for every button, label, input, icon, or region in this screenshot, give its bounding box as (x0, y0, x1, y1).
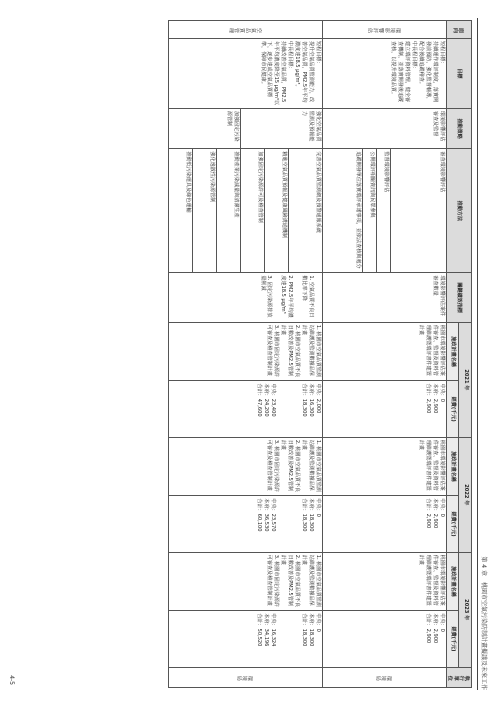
fund-city: 本府：34,196 (263, 613, 270, 647)
fund-cell (168, 381, 322, 437)
col-2023-header: 2023 年 (459, 552, 472, 667)
plan-2021-header: 施政計畫名稱 (446, 322, 459, 381)
chapter-title: 第 4 章 桃園市空氣污染防制計畫擬議及未來工作 (480, 556, 487, 690)
fund-total: 合計：47,600 (256, 383, 263, 417)
fund-cell (322, 496, 446, 552)
header-rule (477, 18, 478, 690)
fund-total: 合計：50,520 (256, 613, 263, 647)
fund-central: 中央：0 (438, 383, 445, 402)
plan-cell: 1. 桃園市空氣品質監測站維護及監測數據品保計畫 2. 桃園市空氣品質不良日數改善及PM2.5管制計畫 3. 桃園市固定污染源許可審查及稽查管制計畫 (168, 552, 322, 611)
method-cell: 完善空氣品質監測網及預警通報系統 (288, 149, 322, 273)
fund-central: 中央：23,400 (269, 383, 276, 417)
strategy-cell: 環境影響評估審查及監督 (322, 108, 446, 149)
responsible-cell: 環境局 (322, 667, 446, 687)
strategy-cell: 加強固定污染源管制 (168, 108, 240, 149)
method-cell: 推動產業污染減量與清潔生產 (216, 149, 240, 273)
goal-cell: 短程目標： 提升空氣品質監測能力，改善空氣品質，PM2.5年平均濃度達18.5 μg/m³。 中長程目標： 持續改善空氣品質，PM2.5年平均濃度降至15 μg/m³以下，逐步達成空氣品質標準，保障市民健康。 (168, 39, 322, 109)
fund-city: 本府：24,200 (263, 383, 270, 417)
header-row-1 (459, 21, 472, 688)
strategy-cell: 強化空氣品質監測及預報能力 (240, 108, 322, 149)
method-cell: 精進空氣品質預報及健康風險溝通機制 (264, 149, 288, 273)
plan-2022-header: 施政計畫名稱 (446, 437, 459, 496)
aspect-cell: 環境影響評估 (322, 21, 446, 39)
fund-2023-header: 經費(千元) (446, 611, 459, 667)
fund-total: 合計：2,900 (424, 498, 431, 529)
fund-central: 中央：0 (438, 613, 445, 632)
method-cell: 公開環評相關資訊與民眾參與 (362, 149, 376, 273)
col-goal-header: 目標 (446, 39, 471, 109)
method-cell: 推動低污染運具及綠色運輸 (168, 149, 192, 273)
plan-cell: 1. 桃園市空氣品質監測站維護及監測數據品保計畫 2. 桃園市空氣品質不良日數改善及PM2.5管制計畫 3. 桃園市固定污染源許可審查及稽查管制計畫 (168, 437, 322, 496)
plan-table (168, 20, 472, 688)
plan-cell: 桃園市環境影響評估案件審查、監督及資料管理維護暨環評書件建置計畫 (322, 437, 446, 496)
fund-city: 本府：36,530 (263, 498, 270, 532)
fund-cell (322, 611, 446, 667)
fund-central: 中央：0 (314, 498, 321, 517)
col-strategy-header: 推動策略 (446, 108, 471, 149)
fund-city: 本府：16,300 (307, 383, 314, 417)
col-method-header: 推動方法 (446, 149, 471, 273)
fund-total: 合計：60,100 (256, 498, 263, 532)
aspect-cell: 空氣品質管理 (168, 21, 322, 39)
method-cell: 追蹤開發單位落實環評承諾事項，並依法查核與處分 (322, 149, 362, 273)
fund-total: 合計：2,900 (424, 613, 431, 644)
fund-2022-header: 經費(千元) (446, 496, 459, 552)
col-2021-header: 2021 年 (459, 322, 472, 437)
fund-central: 中央：0 (314, 613, 321, 632)
fund-central: 中央：23,570 (269, 498, 276, 532)
method-cell: 強化逸散性污染源管制 (192, 149, 216, 273)
fund-city: 本府：2,900 (431, 613, 438, 644)
fund-total: 合計：18,300 (300, 383, 307, 417)
kpi-cell (168, 273, 322, 323)
fund-central: 中央：16,324 (269, 613, 276, 647)
page-number: 4-5 (8, 675, 15, 685)
col-aspect-header: 面向 (446, 21, 471, 39)
table-row (390, 21, 446, 688)
col-kpi-header: 關鍵績效指標 (446, 273, 471, 323)
method-cell: 審查環境影響評估 (390, 149, 446, 273)
fund-city: 本府：2,900 (431, 383, 438, 414)
fund-cell (168, 496, 322, 552)
fund-2021-header: 經費(千元) (446, 381, 459, 437)
fund-city: 本府：18,300 (307, 613, 314, 647)
kpi-item: 3. 固定污染源排放量削減 (259, 275, 273, 318)
kpi-cell: 環境影響評估案件審查數量 (322, 273, 446, 323)
fund-central: 中央：2,000 (314, 383, 321, 414)
plan-2023-header: 施政計畫名稱 (446, 552, 459, 611)
method-cell: 加強固定污染源許可及稽查管制 (240, 149, 264, 273)
method-cell: 監督環境影響評估 (376, 149, 390, 273)
plan-cell: 桃園市環境影響評估案件審查、監督及資料管理維護暨環評書件建置計畫 (322, 552, 446, 611)
fund-cell (322, 381, 446, 437)
kpi-item: 1. 空氣品質不良日數比率下降 (300, 275, 314, 318)
plan-cell: 桃園市環境影響評估案件審查、監督及資料管理維護暨環評書件建置計畫 (322, 322, 446, 381)
kpi-item: 2. PM2.5年平均濃度達18.5 μg/m³ (280, 275, 294, 318)
responsible-cell: 環境局 (168, 667, 322, 687)
fund-total: 合計：18,300 (300, 613, 307, 647)
fund-total: 合計：18,300 (300, 498, 307, 532)
col-2022-header: 2022 年 (459, 437, 472, 552)
fund-city: 本府：18,300 (307, 498, 314, 532)
plan-cell: 1. 桃園市空氣品質監測站維護及監測數據品保計畫 2. 桃園市空氣品質不良日數改善及PM2.5管制計畫 3. 桃園市固定污染源許可審查及稽查管制計畫 (168, 322, 322, 381)
col-responsible-header: 執行單位 (446, 667, 471, 687)
chapter-header (478, 18, 492, 690)
fund-cell (168, 611, 322, 667)
fund-total: 合計：2,900 (424, 383, 431, 414)
fund-city: 本府：2,900 (431, 498, 438, 529)
fund-central: 中央：0 (438, 498, 445, 517)
table-row (288, 21, 322, 688)
goal-cell: 短程目標： 持續運作環評制度，落實開發前預防，強化監督輔導，配合後續追蹤稽查。 中長程目標： 建立環評資料管理，健全審查機制，並落實開發後追蹤查核，以提升環境品質。 (322, 39, 446, 109)
